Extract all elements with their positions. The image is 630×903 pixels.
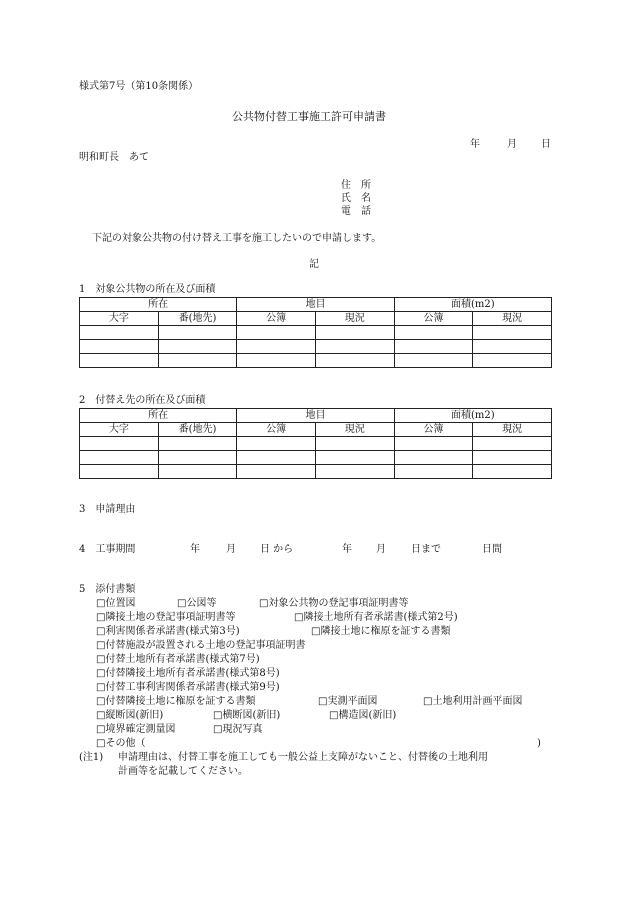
table-row [80,354,552,368]
table-subheader-row [80,312,552,326]
table-header-row [80,298,552,312]
subheader-area-kobo: 公簿 [394,312,473,326]
period-start-day: 日 から [260,544,294,555]
attachment-checkbox[interactable]: □境界確定測量図 [96,724,176,735]
section1-heading: 1 対象公共物の所在及び面積 [79,284,216,295]
subheader-banchi: 番(地先) [158,423,237,437]
table-cell[interactable] [473,451,552,465]
attachment-checkbox[interactable]: □付替工事利害関係者承諾書(様式第9号) [96,682,280,693]
table-cell[interactable] [237,437,316,451]
attachment-checkbox[interactable]: □付替土地所有者承諾書(様式第7号) [96,654,260,665]
subheader-kobo: 公簿 [237,312,316,326]
form-number: 様式第7号（第10条関係） [79,81,199,92]
table-cell[interactable] [80,354,159,368]
table-cell[interactable] [315,354,394,368]
attachment-checkbox[interactable]: □付替施設が設置される土地の登記事項証明書 [96,640,306,651]
attachment-checkbox[interactable]: □現況写真 [213,724,263,735]
period-end-day: 日まで [411,544,441,555]
date-month: 月 [507,139,517,150]
table-cell[interactable] [80,451,159,465]
attachment-checkbox[interactable]: □利害関係者承諾書(様式第3号) [96,626,240,637]
table-cell[interactable] [80,326,159,340]
attachment-checkbox[interactable]: □構造図(新旧) [329,710,397,721]
table-cell[interactable] [315,451,394,465]
section4-heading: 4 工事期間 [79,544,136,555]
table-cell[interactable] [315,437,394,451]
applicant-phone-label: 電 話 [341,206,371,217]
table-cell[interactable] [315,465,394,479]
applicant-address-label: 住 所 [341,180,371,191]
table-cell[interactable] [158,354,237,368]
document-title: 公共物付替工事施工許可申請書 [232,110,386,123]
table-cell[interactable] [473,354,552,368]
table-cell[interactable] [158,437,237,451]
subheader-area-genkyo: 現況 [473,423,552,437]
table-cell[interactable] [315,340,394,354]
table-cell[interactable] [473,326,552,340]
table-cell[interactable] [237,354,316,368]
attachment-checkbox[interactable]: □隣接土地に権原を証する書類 [311,626,451,637]
table-row [80,326,552,340]
addressee: 明和町長 あて [79,152,149,163]
header-area: 面積(m2) [394,409,551,423]
attachment-checkbox[interactable]: □対象公共物の登記事項証明書等 [259,598,409,609]
header-land-category: 地目 [237,298,394,312]
table-cell[interactable] [237,465,316,479]
period-start-month: 月 [226,544,236,555]
subheader-area-kobo: 公簿 [394,423,473,437]
table-cell[interactable] [80,465,159,479]
table-cell[interactable] [473,437,552,451]
subheader-oaza: 大字 [80,423,159,437]
attachment-checkbox[interactable]: □隣接土地所有者承諾書(様式第2号) [294,612,458,623]
table-cell[interactable] [394,340,473,354]
table-cell[interactable] [158,465,237,479]
header-land-category: 地目 [237,409,394,423]
table-cell[interactable] [394,437,473,451]
attachment-checkbox[interactable]: □公図等 [177,598,217,609]
period-days: 日間 [482,544,502,555]
table-cell[interactable] [158,326,237,340]
section1-table [79,297,552,368]
attachment-checkbox[interactable]: □縦断図(新旧) [96,710,164,721]
table-row [80,437,552,451]
header-area: 面積(m2) [394,298,551,312]
attachment-checkbox[interactable]: □土地利用計画平面図 [423,696,523,707]
attachment-checkbox[interactable]: □付替隣接土地に権原を証する書類 [96,696,256,707]
subheader-banchi: 番(地先) [158,312,237,326]
table-row [80,451,552,465]
intro-text: 下記の対象公共物の付け替え工事を施工したいので申請します。 [92,233,382,244]
section5-heading: 5 添付書類 [79,584,136,595]
table-cell[interactable] [158,340,237,354]
table-cell[interactable] [80,437,159,451]
table-header-row [80,409,552,423]
section3-heading: 3 申請理由 [79,504,136,515]
note-label: (注1) [79,752,104,763]
table-cell[interactable] [394,451,473,465]
date-year: 年 [470,139,480,150]
subheader-area-genkyo: 現況 [473,312,552,326]
table-cell[interactable] [394,465,473,479]
table-cell[interactable] [394,354,473,368]
date-day: 日 [541,139,551,150]
attachment-checkbox[interactable]: □横断図(新旧) [213,710,281,721]
table-cell[interactable] [237,340,316,354]
table-cell[interactable] [473,340,552,354]
period-end-month: 月 [376,544,386,555]
ki-label: 記 [309,259,319,270]
table-cell[interactable] [158,451,237,465]
attachment-checkbox[interactable]: □位置図 [96,598,136,609]
header-location: 所在 [80,409,237,423]
table-row [80,340,552,354]
table-cell[interactable] [315,326,394,340]
section2-heading: 2 付替え先の所在及び面積 [79,395,206,406]
table-cell[interactable] [237,451,316,465]
header-location: 所在 [80,298,237,312]
attachment-checkbox[interactable]: □付替隣接土地所有者承諾書(様式第8号) [96,668,280,679]
period-end-year: 年 [342,544,352,555]
subheader-oaza: 大字 [80,312,159,326]
attachment-other-close-paren: ) [537,738,541,749]
table-cell[interactable] [473,465,552,479]
table-subheader-row [80,423,552,437]
table-cell[interactable] [80,340,159,354]
subheader-kobo: 公簿 [237,423,316,437]
applicant-name-label: 氏 名 [341,193,371,204]
period-start-year: 年 [190,544,200,555]
attachment-other-checkbox[interactable]: □その他（ [96,738,146,749]
table-cell[interactable] [237,326,316,340]
note-line-2: 計画等を記載してください。 [118,766,248,777]
attachment-checkbox[interactable]: □隣接土地の登記事項証明書等 [96,612,236,623]
table-cell[interactable] [394,326,473,340]
subheader-genkyo: 現況 [315,423,394,437]
section2-table [79,408,552,479]
table-row [80,465,552,479]
attachment-checkbox[interactable]: □実測平面図 [318,696,378,707]
note-line-1: 申請理由は、付替工事を施工しても一般公益上支障がないこと、付替後の土地利用 [118,752,488,763]
subheader-genkyo: 現況 [315,312,394,326]
